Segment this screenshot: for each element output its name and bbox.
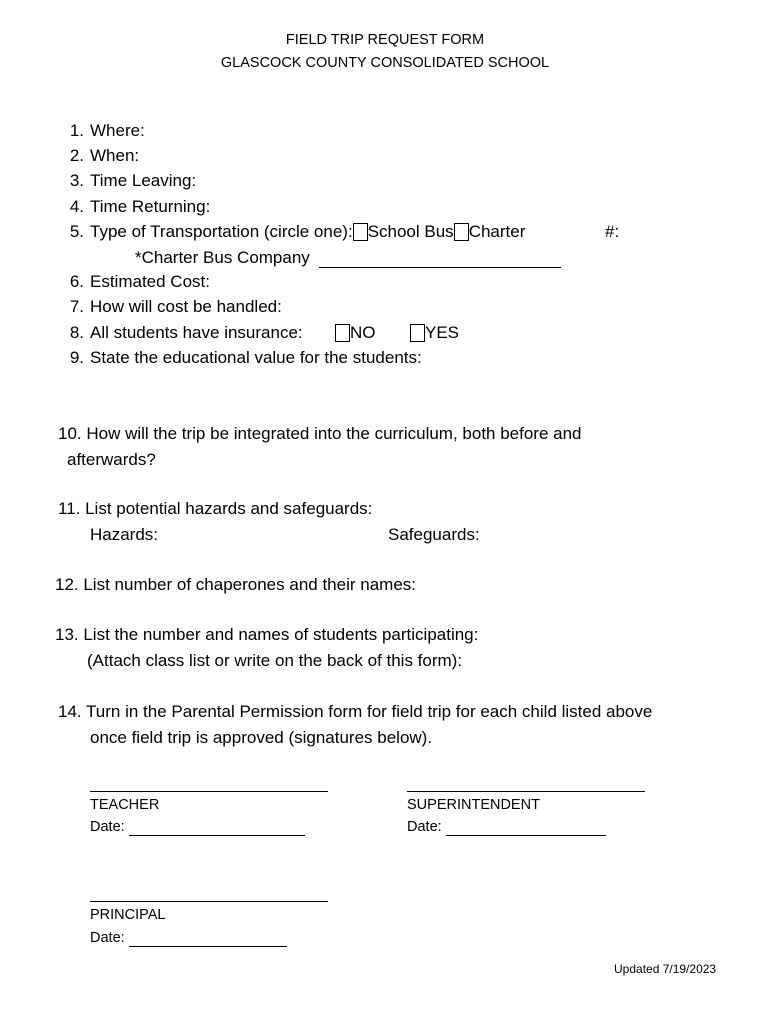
question-number: 3. (69, 171, 84, 190)
charter-company-row (135, 248, 561, 268)
question-number: 1. (69, 121, 84, 140)
question-number: 4. (69, 197, 84, 216)
question-number: 7. (69, 297, 84, 316)
question-14-line2: once field trip is approved (signatures below). (90, 728, 433, 747)
school-bus-checkbox[interactable] (353, 223, 368, 241)
principal-date-row (90, 929, 287, 947)
question-text: How will cost be handled: (90, 297, 282, 316)
question-11: 11. List potential hazards and safeguards: (58, 499, 373, 518)
date-label: Date: (407, 819, 442, 835)
question-number: 9. (69, 348, 84, 367)
charter-number-label: #: (605, 222, 620, 241)
question-14-line1: 14. Turn in the Parental Permission form for field trip for each child listed above (58, 702, 653, 721)
question-number: 8. (69, 323, 84, 342)
superintendent-signature-line[interactable] (407, 777, 645, 792)
no-checkbox[interactable] (335, 324, 350, 342)
date-label: Date: (90, 819, 125, 835)
question-text: Where: (90, 121, 145, 140)
school-name: GLASCOCK COUNTY CONSOLIDATED SCHOOL (220, 55, 550, 71)
principal-date-line[interactable] (129, 932, 287, 947)
question-2 (62, 146, 139, 166)
question-text: All students have insurance: (90, 323, 303, 342)
question-text: State the educational value for the students: (90, 348, 422, 367)
superintendent-date-row (407, 818, 606, 836)
question-4 (62, 197, 210, 217)
question-text: When: (90, 146, 140, 165)
question-7 (62, 297, 282, 317)
teacher-date-row (90, 818, 305, 836)
question-text: Type of Transportation (circle one): (90, 222, 353, 241)
superintendent-label: SUPERINTENDENT (407, 797, 540, 813)
safeguards-label: Safeguards: (388, 525, 480, 544)
hazards-label: Hazards: (90, 525, 159, 544)
teacher-signature-line[interactable] (90, 777, 328, 792)
question-10-line2: afterwards? (67, 450, 156, 469)
teacher-date-line[interactable] (129, 821, 305, 836)
date-label: Date: (90, 930, 125, 946)
insurance-yes-option (410, 323, 459, 343)
question-text: Time Leaving: (90, 171, 197, 190)
charter-company-line[interactable] (319, 253, 561, 268)
question-3 (62, 171, 196, 191)
question-12: 12. List number of chaperones and their names: (55, 575, 416, 594)
question-1 (62, 121, 145, 141)
charter-company-label: *Charter Bus Company (135, 248, 310, 267)
principal-signature-line[interactable] (90, 887, 328, 902)
question-number: 5. (69, 222, 84, 241)
yes-label: YES (425, 323, 460, 342)
form-title: FIELD TRIP REQUEST FORM (285, 32, 485, 48)
question-text: Time Returning: (90, 197, 211, 216)
yes-checkbox[interactable] (410, 324, 425, 342)
teacher-label: TEACHER (90, 797, 160, 813)
question-6 (62, 272, 210, 292)
question-13-line2: (Attach class list or write on the back of this form): (87, 651, 463, 670)
question-13-line1: 13. List the number and names of students participating: (55, 625, 479, 644)
updated-date: Updated 7/19/2023 (614, 962, 717, 976)
insurance-options (335, 323, 376, 343)
charter-checkbox[interactable] (454, 223, 469, 241)
question-5 (62, 222, 525, 242)
superintendent-date-line[interactable] (446, 821, 606, 836)
question-text: Estimated Cost: (90, 272, 210, 291)
question-number: 6. (69, 272, 84, 291)
question-9 (62, 348, 422, 368)
question-number: 2. (69, 146, 84, 165)
no-label: NO (350, 323, 376, 342)
principal-label: PRINCIPAL (90, 907, 166, 923)
question-10-line1: 10. How will the trip be integrated into the curriculum, both before and (58, 424, 582, 443)
school-bus-label: School Bus (367, 222, 454, 241)
charter-label: Charter (468, 222, 526, 241)
question-8 (62, 323, 303, 343)
